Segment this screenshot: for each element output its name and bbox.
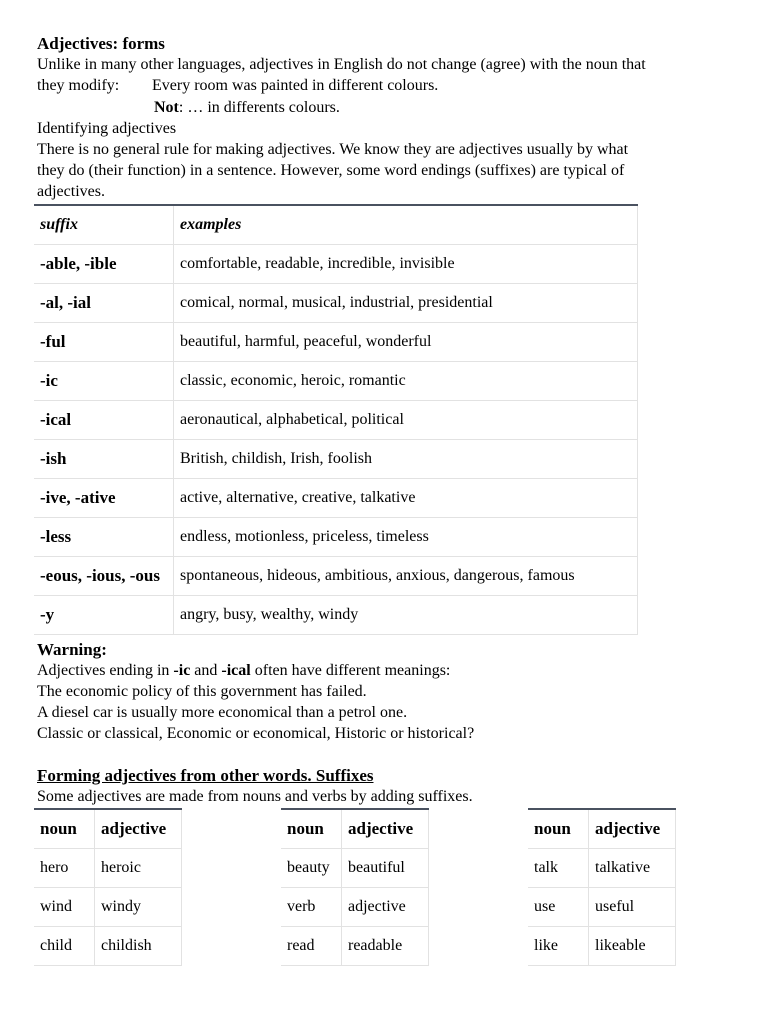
examples-cell: comical, normal, musical, industrial, presidential: [174, 284, 638, 323]
noun-cell: beauty: [281, 849, 342, 888]
table-row: [34, 479, 638, 518]
warning-text: often have different meanings:: [250, 662, 451, 679]
suffix-cell: -ful: [34, 323, 174, 362]
noun-adjective-table-2: [281, 808, 429, 966]
noun-cell: like: [528, 927, 589, 966]
suffix-cell: -able, -ible: [34, 245, 174, 284]
header-adjective: adjective: [95, 809, 182, 849]
table-row: [281, 849, 429, 888]
forming-subtitle: Some adjectives are made from nouns and verbs by adding suffixes.: [37, 788, 473, 805]
table-row: [528, 849, 676, 888]
table-header-row: [34, 205, 638, 245]
table-header-row: [528, 809, 676, 849]
header-adjective: adjective: [342, 809, 429, 849]
warning-line-2: The economic policy of this government has failed.: [37, 683, 367, 700]
examples-cell: British, childish, Irish, foolish: [174, 440, 638, 479]
table-row: [34, 596, 638, 635]
header-adjective: adjective: [589, 809, 676, 849]
adjective-cell: talkative: [589, 849, 676, 888]
table-row: [34, 888, 182, 927]
adjective-cell: windy: [95, 888, 182, 927]
table-row: [281, 888, 429, 927]
table-row: [281, 927, 429, 966]
para-line-2: they do (their function) in a sentence. However, some word endings (suffixes) are typical of: [37, 162, 625, 179]
page-title: Adjectives: forms: [37, 34, 165, 53]
forming-title: Forming adjectives from other words. Suffixes: [37, 766, 374, 785]
header-suffix: suffix: [34, 205, 174, 245]
examples-cell: endless, motionless, priceless, timeless: [174, 518, 638, 557]
table-row: [34, 849, 182, 888]
table-row: [34, 518, 638, 557]
warning-text: Adjectives ending in: [37, 662, 174, 679]
noun-cell: read: [281, 927, 342, 966]
noun-cell: verb: [281, 888, 342, 927]
suffix-cell: -ic: [34, 362, 174, 401]
warning-title: Warning:: [37, 640, 107, 659]
adjective-cell: useful: [589, 888, 676, 927]
examples-cell: angry, busy, wealthy, windy: [174, 596, 638, 635]
suffix-cell: -eous, -ious, -ous: [34, 557, 174, 596]
noun-cell: talk: [528, 849, 589, 888]
adjective-cell: likeable: [589, 927, 676, 966]
noun-cell: wind: [34, 888, 95, 927]
warning-line-1: [37, 660, 450, 681]
noun-cell: child: [34, 927, 95, 966]
examples-cell: classic, economic, heroic, romantic: [174, 362, 638, 401]
adjective-cell: heroic: [95, 849, 182, 888]
suffix-cell: -ish: [34, 440, 174, 479]
noun-cell: use: [528, 888, 589, 927]
para-line-3: adjectives.: [37, 183, 105, 200]
adjective-cell: childish: [95, 927, 182, 966]
table-row: [34, 284, 638, 323]
intro-example: Every room was painted in different colours.: [152, 77, 439, 94]
examples-cell: beautiful, harmful, peaceful, wonderful: [174, 323, 638, 362]
examples-cell: comfortable, readable, incredible, invisible: [174, 245, 638, 284]
suffix-table: [34, 204, 638, 635]
noun-cell: hero: [34, 849, 95, 888]
examples-cell: aeronautical, alphabetical, political: [174, 401, 638, 440]
examples-cell: active, alternative, creative, talkative: [174, 479, 638, 518]
suffix-cell: -al, -ial: [34, 284, 174, 323]
table-header-row: [34, 809, 182, 849]
suffix-ical: -ical: [221, 662, 251, 679]
warning-line-3: A diesel car is usually more economical than a petrol one.: [37, 704, 408, 721]
table-row: [528, 927, 676, 966]
table-row: [34, 401, 638, 440]
not-text: : … in differents colours.: [178, 99, 340, 116]
examples-cell: spontaneous, hideous, ambitious, anxious, dangerous, famous: [174, 557, 638, 596]
header-noun: noun: [34, 809, 95, 849]
header-examples: examples: [174, 205, 638, 245]
noun-adjective-table-3: [528, 808, 676, 966]
suffix-ic: -ic: [173, 662, 191, 679]
header-noun: noun: [528, 809, 589, 849]
suffix-cell: -less: [34, 518, 174, 557]
suffix-cell: -y: [34, 596, 174, 635]
table-row: [528, 888, 676, 927]
para-line-1: There is no general rule for making adjectives. We know they are adjectives usually by what: [37, 141, 629, 158]
table-header-row: [281, 809, 429, 849]
table-row: [34, 323, 638, 362]
table-row: [34, 557, 638, 596]
not-example: [154, 97, 340, 118]
suffix-cell: -ical: [34, 401, 174, 440]
header-noun: noun: [281, 809, 342, 849]
table-row: [34, 362, 638, 401]
adjective-cell: adjective: [342, 888, 429, 927]
warning-text: and: [190, 662, 222, 679]
table-row: [34, 245, 638, 284]
table-row: [34, 927, 182, 966]
suffix-cell: -ive, -ative: [34, 479, 174, 518]
adjective-cell: beautiful: [342, 849, 429, 888]
warning-line-4: Classic or classical, Economic or economical, Historic or historical?: [37, 725, 475, 742]
intro-line-1: Unlike in many other languages, adjectives in English do not change (agree) with the noun that: [37, 56, 646, 73]
table-row: [34, 440, 638, 479]
not-label: Not: [154, 99, 179, 116]
intro-line-2-label: they modify:: [37, 77, 120, 94]
adjective-cell: readable: [342, 927, 429, 966]
identifying-heading: Identifying adjectives: [37, 120, 177, 137]
noun-adjective-table-1: [34, 808, 182, 966]
